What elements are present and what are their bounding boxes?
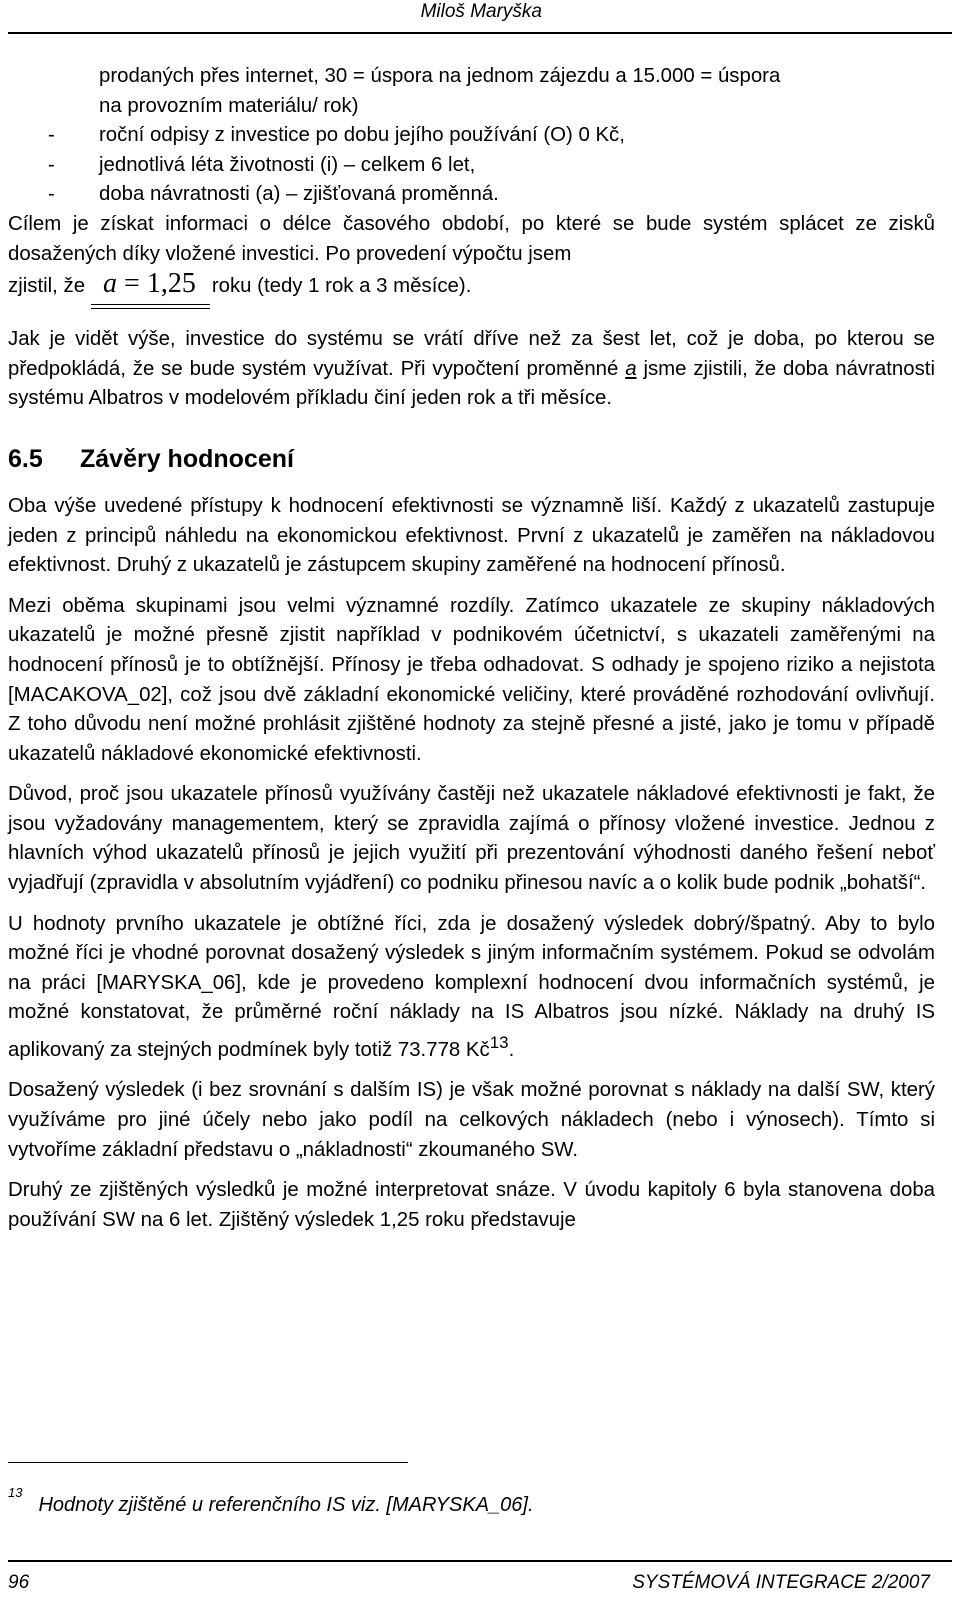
list-item xyxy=(8,121,935,151)
formula-value: 1,25 xyxy=(146,268,196,300)
section-heading xyxy=(8,444,935,474)
header-rule xyxy=(8,32,952,34)
formula-prefix: zjistil, že xyxy=(8,275,86,298)
footer-rule xyxy=(8,1560,952,1562)
list-item-text: roční odpisy z investice po dobu jejího používání (O) 0 Kč, xyxy=(99,124,625,147)
list-continuation-2: na provozním materiálu/ rok) xyxy=(99,94,359,117)
formula-line xyxy=(8,269,935,313)
paragraph-footnoted-text: U hodnoty prvního ukazatele je obtížné říci, zda je dosažený výsledek dobrý/špatný. Aby to bylo možné říci je vhodné porovnat dosažený výsledek s jiným informačním systémem. Pokud se odvolám na práci [MARYSKA_06], kde je provedeno komplexní hodnocení dvou informačních systémů, je možné konstatovat, že průměrné roční náklady na IS Albatros jsou nízké. Náklady na druhý IS aplikovaný za stejných podmínek byly totiž 73.778 Kč xyxy=(8,912,935,1061)
footnote-text: Hodnoty zjištěné u referenčního IS viz. [MARYSKA_06]. xyxy=(38,1494,534,1516)
list-continuation-1: prodaných přes internet, 30 = úspora na jednom zájezdu a 15.000 = úspora xyxy=(99,65,781,87)
paragraph-footnoted-end: . xyxy=(508,1038,515,1061)
header-author: Miloš Maryška xyxy=(420,1,542,22)
section-title: Závěry hodnocení xyxy=(80,444,294,473)
paragraph-result-part1: Jak je vidět výše, investice do systému se vrátí dříve než za šest let, což je doba, po kterou se předpokládá, že se bude systém využívat. Při vypočtení proměnné xyxy=(8,328,935,380)
variable-a: a xyxy=(625,357,637,380)
footnote-rule xyxy=(8,1462,408,1463)
page-number: 96 xyxy=(8,1572,30,1593)
paragraph: Důvod, proč jsou ukazatele přínosů využívány častěji než ukazatele nákladové efektivnosti je fakt, že jsou vyžadovány managementem, který se zpravidla zajímá o přínosy vložené investice. Jednou z hlavních výhod ukazatelů přínosů je jejich využití při prezentování výhodnosti daného řešení neboť vyjadřují (zpravidla v absolutním vyjádření) co podniku přinesou navíc a o kolik bude podnik „bohatší“. xyxy=(8,783,935,895)
paragraph: Oba výše uvedené přístupy k hodnocení efektivnosti se významně liší. Každý z ukazatelů zastupuje jeden z principů náhledu na ekonomickou efektivnost. První z ukazatelů je zaměřen na nákladovou efektivnost. Druhý z ukazatelů je zástupcem skupiny zaměřené na hodnocení přínosů. xyxy=(8,494,935,577)
list-item xyxy=(8,151,935,181)
list-dash: - xyxy=(48,153,55,176)
list-item xyxy=(8,180,935,210)
footnote-reference: 13 xyxy=(489,1033,509,1053)
formula-equals: = xyxy=(124,268,140,300)
section-number: 6.5 xyxy=(8,444,43,473)
list-item-text: jednotlivá léta životnosti (i) – celkem 6 let, xyxy=(99,153,476,176)
list-item-text: doba návratnosti (a) – zjišťovaná proměnná. xyxy=(99,183,499,206)
list-dash: - xyxy=(48,183,55,206)
paragraph: Druhý ze zjištěných výsledků je možné interpretovat snáze. V úvodu kapitoly 6 byla stanovena doba používání SW na 6 let. Zjištěný výsledek 1,25 roku představuje xyxy=(8,1179,935,1231)
journal-name: SYSTÉMOVÁ INTEGRACE 2/2007 xyxy=(632,1572,930,1593)
paragraph: Dosažený výsledek (i bez srovnání s dalším IS) je však možné porovnat s náklady na další SW, který využíváme pro jiné účely nebo jako podíl na celkových nákladech (nebo i výnosech). Tímto si vytvoříme základní představu o „nákladnosti“ zkoumaného SW. xyxy=(8,1079,935,1161)
paragraph-goal: Cílem je získat informaci o délce časového období, po které se bude systém splácet ze zisků dosažených díky vložené investici. Po provedení výpočtu jsem xyxy=(8,212,935,265)
footnote-number: 13 xyxy=(8,1485,23,1500)
list-dash: - xyxy=(48,124,55,147)
formula-suffix: roku (tedy 1 rok a 3 měsíce). xyxy=(211,275,472,298)
footnote xyxy=(8,1478,534,1520)
formula xyxy=(103,269,196,299)
formula-variable: a xyxy=(103,268,118,300)
paragraph-footnoted xyxy=(8,910,935,1066)
paragraph-result xyxy=(8,325,935,414)
page-header xyxy=(0,0,960,32)
parameter-list xyxy=(8,62,935,210)
page-content xyxy=(8,62,935,1235)
paragraph-result-part2: jsme zjistili, že doba návratnosti systému Albatros v modelovém příkladu činí jeden rok a tři měsíce. xyxy=(8,357,935,410)
paragraph: Mezi oběma skupinami jsou velmi významné rozdíly. Zatímco ukazatele ze skupiny nákladových ukazatelů je možné přesně zjistit například v podnikovém účetnictví, s ukazateli zaměřenými na hodnocení přínosů je to obtížnější. Přínosy je třeba odhadovat. S odhady je spojeno riziko a nejistota [MACAKOVA_02], což jsou dvě základní ekonomické veličiny, které prováděné rozhodování ovlivňují. Z toho důvodu není možné prohlásit zjištěné hodnoty za stejně přesné a jisté, jako je tomu v případě ukazatelů nákladové ekonomické efektivnosti. xyxy=(8,594,935,765)
